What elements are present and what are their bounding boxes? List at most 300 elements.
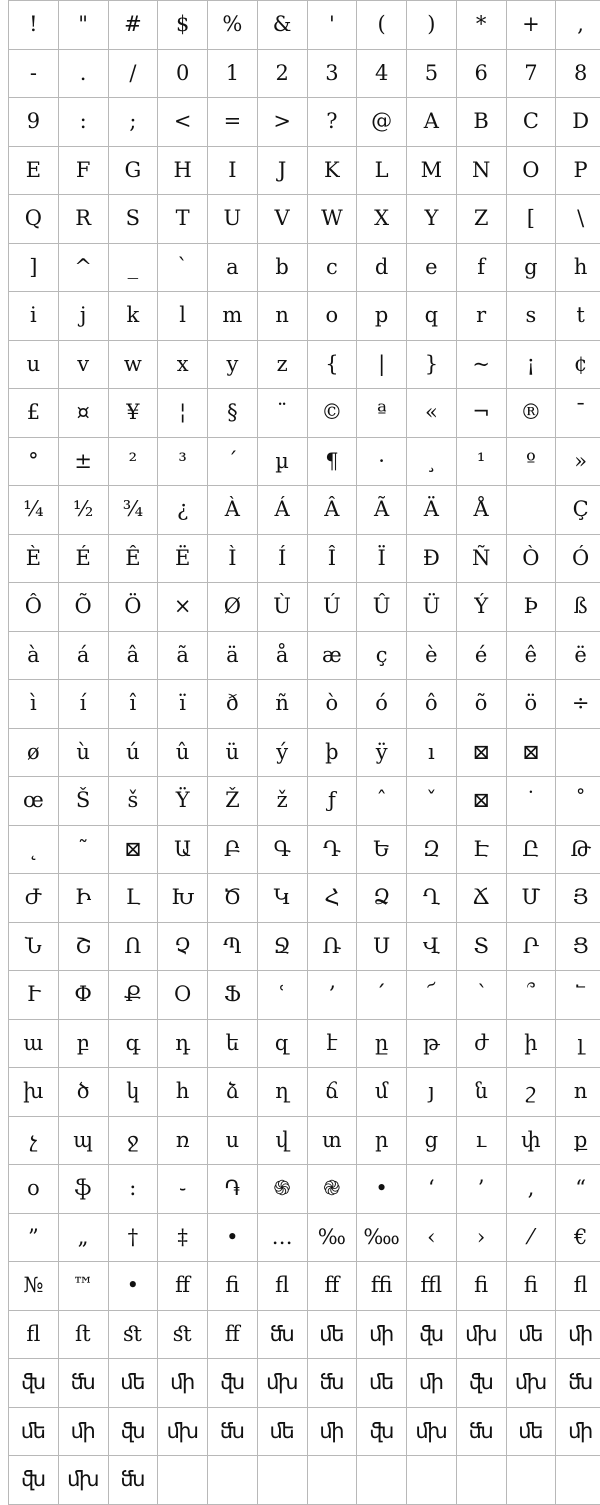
glyph-cell: ß	[556, 583, 600, 632]
glyph-row	[9, 146, 600, 195]
glyph-cell: ս	[208, 1116, 258, 1165]
glyph-cell: É	[58, 534, 108, 583]
glyph-cell: ã	[158, 631, 208, 680]
glyph-cell: ﬔ	[307, 1310, 357, 1359]
glyph-cell: ﬕ	[556, 1407, 600, 1456]
glyph-cell: u	[9, 340, 59, 389]
glyph-cell: ;	[108, 98, 158, 147]
glyph-cell: h	[556, 243, 600, 292]
glyph-cell: ﬀ	[208, 1310, 258, 1359]
glyph-cell: ﬔ	[108, 1359, 158, 1408]
glyph-cell: Ց	[556, 922, 600, 971]
glyph-row	[9, 486, 600, 535]
glyph-cell: 9	[9, 98, 59, 147]
glyph-cell: Գ	[257, 825, 307, 874]
glyph-cell: Ú	[307, 583, 357, 632]
glyph-cell: €	[556, 1213, 600, 1262]
glyph-cell: Ձ	[357, 874, 407, 923]
glyph-cell: ﬔ	[9, 1407, 59, 1456]
glyph-cell: ×	[158, 583, 208, 632]
glyph-cell: ˇ	[407, 777, 457, 826]
glyph-cell: c	[307, 243, 357, 292]
glyph-cell: ô	[407, 680, 457, 729]
glyph-cell: ﬖ	[407, 1310, 457, 1359]
glyph-cell: Բ	[208, 825, 258, 874]
glyph-cell: ﬖ	[108, 1407, 158, 1456]
glyph-cell: ﬓ	[108, 1456, 158, 1505]
glyph-cell: B	[456, 98, 506, 147]
glyph-cell: X	[357, 195, 407, 244]
glyph-row	[9, 1116, 600, 1165]
glyph-cell: ֆ	[58, 1165, 108, 1214]
glyph-cell: ‘	[407, 1165, 457, 1214]
glyph-cell: ï	[158, 680, 208, 729]
glyph-cell: շ	[506, 1068, 556, 1117]
glyph-cell: ⊠	[108, 825, 158, 874]
glyph-cell: Ջ	[257, 922, 307, 971]
glyph-cell: y	[208, 340, 258, 389]
glyph-cell: ﬆ	[108, 1310, 158, 1359]
glyph-cell: ¯	[556, 389, 600, 438]
glyph-cell: G	[108, 146, 158, 195]
glyph-cell: ﬕ	[158, 1359, 208, 1408]
glyph-cell: ¬	[456, 389, 506, 438]
glyph-cell: §	[208, 389, 258, 438]
glyph-cell: û	[158, 728, 208, 777]
glyph-cell: ?	[307, 98, 357, 147]
glyph-cell	[506, 1456, 556, 1505]
glyph-cell: ¡	[506, 340, 556, 389]
glyph-cell: ¦	[158, 389, 208, 438]
glyph-cell: ò	[307, 680, 357, 729]
glyph-cell: ﬃ	[357, 1262, 407, 1311]
glyph-row	[9, 243, 600, 292]
glyph-cell: Ր	[506, 922, 556, 971]
glyph-cell: ¼	[9, 486, 59, 535]
glyph-cell: _	[108, 243, 158, 292]
glyph-row	[9, 680, 600, 729]
glyph-row	[9, 49, 600, 98]
glyph-cell: Խ	[158, 874, 208, 923]
glyph-cell: Ք	[108, 971, 158, 1020]
glyph-cell: ﬖ	[9, 1456, 59, 1505]
glyph-cell: S	[108, 195, 158, 244]
glyph-cell: ﬗ	[257, 1359, 307, 1408]
glyph-cell: í	[58, 680, 108, 729]
glyph-cell: »	[556, 437, 600, 486]
glyph-cell: Á	[257, 486, 307, 535]
glyph-cell: ﬔ	[257, 1407, 307, 1456]
glyph-cell: Փ	[58, 971, 108, 1020]
glyph-cell: Տ	[456, 922, 506, 971]
glyph-cell: `	[158, 243, 208, 292]
glyph-cell: թ	[407, 1019, 457, 1068]
glyph-cell: ¾	[108, 486, 158, 535]
glyph-cell: ﬄ	[407, 1262, 457, 1311]
glyph-cell: å	[257, 631, 307, 680]
glyph-cell: փ	[506, 1116, 556, 1165]
glyph-cell: զ	[257, 1019, 307, 1068]
glyph-cell: a	[208, 243, 258, 292]
glyph-cell: ﬁ	[456, 1262, 506, 1311]
glyph-cell: 3	[307, 49, 357, 98]
glyph-cell: á	[58, 631, 108, 680]
glyph-row	[9, 583, 600, 632]
glyph-cell: մ	[357, 1068, 407, 1117]
glyph-cell: r	[456, 292, 506, 341]
glyph-cell: "	[58, 1, 108, 50]
glyph-cell: ի	[506, 1019, 556, 1068]
glyph-row	[9, 534, 600, 583]
glyph-cell	[456, 1456, 506, 1505]
glyph-cell: Ù	[257, 583, 307, 632]
glyph-cell: l	[158, 292, 208, 341]
glyph-cell: ø	[9, 728, 59, 777]
glyph-cell: ¹	[456, 437, 506, 486]
glyph-cell: ¥	[108, 389, 158, 438]
glyph-cell: z	[257, 340, 307, 389]
glyph-cell: ´	[208, 437, 258, 486]
glyph-cell: i	[9, 292, 59, 341]
glyph-cell: 7	[506, 49, 556, 98]
glyph-cell: Û	[357, 583, 407, 632]
glyph-cell: Ë	[158, 534, 208, 583]
glyph-cell: ¸	[407, 437, 457, 486]
glyph-cell: ª	[357, 389, 407, 438]
glyph-cell: ո	[556, 1068, 600, 1117]
glyph-cell: 4	[357, 49, 407, 98]
glyph-cell: խ	[9, 1068, 59, 1117]
glyph-cell: æ	[307, 631, 357, 680]
glyph-cell: Ã	[357, 486, 407, 535]
glyph-cell: v	[58, 340, 108, 389]
glyph-cell: Ի	[58, 874, 108, 923]
glyph-cell: ﬗ	[456, 1310, 506, 1359]
glyph-cell: ž	[257, 777, 307, 826]
glyph-cell: Է	[456, 825, 506, 874]
glyph-cell: \	[556, 195, 600, 244]
glyph-cell: {	[307, 340, 357, 389]
grid-body	[9, 1, 600, 1505]
glyph-cell: ˚	[556, 777, 600, 826]
glyph-row	[9, 437, 600, 486]
glyph-row	[9, 1068, 600, 1117]
glyph-cell: ՛	[357, 971, 407, 1020]
glyph-cell: Ï	[357, 534, 407, 583]
glyph-cell: Õ	[58, 583, 108, 632]
glyph-cell: k	[108, 292, 158, 341]
glyph-cell: ՜	[407, 971, 457, 1020]
glyph-cell: Ñ	[456, 534, 506, 583]
glyph-cell: ﬖ	[357, 1407, 407, 1456]
glyph-cell: ﬕ	[556, 1310, 600, 1359]
glyph-cell: ﬂ	[556, 1262, 600, 1311]
glyph-cell: þ	[307, 728, 357, 777]
glyph-cell: /	[108, 49, 158, 98]
glyph-cell	[257, 1456, 307, 1505]
glyph-cell: №	[9, 1262, 59, 1311]
glyph-cell: V	[257, 195, 307, 244]
glyph-row	[9, 631, 600, 680]
glyph-cell: ւ	[456, 1116, 506, 1165]
glyph-cell: &	[257, 1, 307, 50]
glyph-cell: q	[407, 292, 457, 341]
glyph-cell: ⊠	[506, 728, 556, 777]
glyph-row	[9, 1310, 600, 1359]
glyph-cell: Ե	[357, 825, 407, 874]
glyph-cell: @	[357, 98, 407, 147]
glyph-cell: ™	[58, 1262, 108, 1311]
glyph-row	[9, 1, 600, 50]
glyph-cell: ä	[208, 631, 258, 680]
glyph-cell: Ռ	[307, 922, 357, 971]
glyph-cell: ﬓ	[456, 1407, 506, 1456]
glyph-cell: Պ	[208, 922, 258, 971]
glyph-cell: ﬂ	[9, 1310, 59, 1359]
glyph-row	[9, 1213, 600, 1262]
glyph-cell: ։	[108, 1165, 158, 1214]
glyph-cell: Þ	[506, 583, 556, 632]
glyph-cell: A	[407, 98, 457, 147]
glyph-cell: )	[407, 1, 457, 50]
glyph-cell: Ó	[556, 534, 600, 583]
glyph-cell: Ý	[456, 583, 506, 632]
glyph-row	[9, 874, 600, 923]
glyph-cell: Օ	[158, 971, 208, 1020]
glyph-cell: ›	[456, 1213, 506, 1262]
glyph-cell: õ	[456, 680, 506, 729]
glyph-cell: ﬁ	[208, 1262, 258, 1311]
glyph-cell: Վ	[407, 922, 457, 971]
glyph-cell: ﬗ	[506, 1359, 556, 1408]
glyph-cell: x	[158, 340, 208, 389]
glyph-cell: Ֆ	[208, 971, 258, 1020]
glyph-cell: ճ	[307, 1068, 357, 1117]
glyph-cell: ռ	[158, 1116, 208, 1165]
glyph-cell: °	[9, 437, 59, 486]
glyph-cell: ﬓ	[257, 1310, 307, 1359]
glyph-cell: f	[456, 243, 506, 292]
glyph-row	[9, 1359, 600, 1408]
glyph-cell: օ	[9, 1165, 59, 1214]
glyph-cell: s	[506, 292, 556, 341]
glyph-cell: ^	[58, 243, 108, 292]
glyph-cell: ó	[357, 680, 407, 729]
glyph-cell	[357, 1456, 407, 1505]
glyph-cell: ˙	[506, 777, 556, 826]
glyph-cell: ﬖ	[208, 1359, 258, 1408]
glyph-cell: տ	[307, 1116, 357, 1165]
glyph-cell: ղ	[257, 1068, 307, 1117]
glyph-cell: Թ	[556, 825, 600, 874]
glyph-cell: Ü	[407, 583, 457, 632]
glyph-cell: H	[158, 146, 208, 195]
glyph-cell: m	[208, 292, 258, 341]
glyph-cell: ˆ	[357, 777, 407, 826]
glyph-cell: ֊	[158, 1165, 208, 1214]
glyph-cell: ]	[9, 243, 59, 292]
glyph-cell: Å	[456, 486, 506, 535]
glyph-cell: ֎	[307, 1165, 357, 1214]
glyph-cell: <	[158, 98, 208, 147]
glyph-cell: ®	[506, 389, 556, 438]
glyph-cell: ﬖ	[9, 1359, 59, 1408]
glyph-cell: W	[307, 195, 357, 244]
glyph-cell	[556, 728, 600, 777]
glyph-cell: բ	[58, 1019, 108, 1068]
glyph-cell: դ	[158, 1019, 208, 1068]
glyph-cell: “	[556, 1165, 600, 1214]
glyph-cell: #	[108, 1, 158, 50]
glyph-cell: պ	[58, 1116, 108, 1165]
glyph-cell: À	[208, 486, 258, 535]
glyph-cell: J	[257, 146, 307, 195]
glyph-cell: 2	[257, 49, 307, 98]
glyph-cell: ‰	[307, 1213, 357, 1262]
glyph-cell: †	[108, 1213, 158, 1262]
glyph-cell: D	[556, 98, 600, 147]
glyph-cell: ﬁ	[506, 1262, 556, 1311]
glyph-cell	[407, 1456, 457, 1505]
glyph-cell: Ժ	[9, 874, 59, 923]
glyph-cell: U	[208, 195, 258, 244]
glyph-cell	[307, 1456, 357, 1505]
glyph-cell: L	[357, 146, 407, 195]
glyph-cell: ú	[108, 728, 158, 777]
glyph-cell	[556, 1456, 600, 1505]
glyph-cell: ﬓ	[58, 1359, 108, 1408]
glyph-cell: ﬔ	[506, 1310, 556, 1359]
glyph-cell: ,	[556, 1, 600, 50]
glyph-cell: Z	[456, 195, 506, 244]
glyph-cell: •	[108, 1262, 158, 1311]
glyph-cell: R	[58, 195, 108, 244]
glyph-cell: •	[357, 1165, 407, 1214]
glyph-cell: ե	[208, 1019, 258, 1068]
glyph-cell: ﬓ	[307, 1359, 357, 1408]
glyph-cell: ¢	[556, 340, 600, 389]
glyph-cell: µ	[257, 437, 307, 486]
glyph-cell: :	[58, 98, 108, 147]
glyph-cell: ë	[556, 631, 600, 680]
glyph-cell: ¿	[158, 486, 208, 535]
glyph-cell: Ä	[407, 486, 457, 535]
glyph-cell: ÷	[556, 680, 600, 729]
glyph-cell: Q	[9, 195, 59, 244]
glyph-cell: «	[407, 389, 457, 438]
glyph-cell: M	[407, 146, 457, 195]
glyph-cell: T	[158, 195, 208, 244]
glyph-cell: 1	[208, 49, 258, 98]
glyph-cell: գ	[108, 1019, 158, 1068]
glyph-cell: è	[407, 631, 457, 680]
glyph-cell: ý	[257, 728, 307, 777]
glyph-cell: Y	[407, 195, 457, 244]
glyph-cell: È	[9, 534, 59, 583]
glyph-cell: Ա	[158, 825, 208, 874]
glyph-cell: ‱	[357, 1213, 407, 1262]
glyph-cell: ñ	[257, 680, 307, 729]
glyph-cell: Ø	[208, 583, 258, 632]
glyph-cell: ﬀ	[158, 1262, 208, 1311]
glyph-cell: .	[58, 49, 108, 98]
glyph-row	[9, 971, 600, 1020]
glyph-row	[9, 728, 600, 777]
glyph-cell: ½	[58, 486, 108, 535]
glyph-cell: e	[407, 243, 457, 292]
glyph-cell: …	[257, 1213, 307, 1262]
glyph-row	[9, 1165, 600, 1214]
glyph-cell: Դ	[307, 825, 357, 874]
glyph-cell: Մ	[506, 874, 556, 923]
glyph-row	[9, 98, 600, 147]
glyph-cell: ﬗ	[58, 1456, 108, 1505]
glyph-cell: à	[9, 631, 59, 680]
glyph-cell: !	[9, 1, 59, 50]
glyph-cell: ù	[58, 728, 108, 777]
glyph-cell: ì	[9, 680, 59, 729]
glyph-cell: ﬓ	[208, 1407, 258, 1456]
glyph-cell: ﬅ	[58, 1310, 108, 1359]
glyph-cell: î	[108, 680, 158, 729]
glyph-cell: Ւ	[9, 971, 59, 1020]
glyph-cell: [	[506, 195, 556, 244]
glyph-cell: Ÿ	[158, 777, 208, 826]
glyph-cell: ﬕ	[407, 1359, 457, 1408]
glyph-cell: ⊠	[456, 728, 506, 777]
glyph-cell: Ž	[208, 777, 258, 826]
glyph-cell: Չ	[158, 922, 208, 971]
glyph-cell: Ö	[108, 583, 158, 632]
glyph-cell: ք	[556, 1116, 600, 1165]
glyph-cell: ~	[456, 340, 506, 389]
glyph-cell: յ	[407, 1068, 457, 1117]
glyph-cell: լ	[556, 1019, 600, 1068]
glyph-cell: ü	[208, 728, 258, 777]
glyph-cell: Ը	[506, 825, 556, 874]
glyph-cell: o	[307, 292, 357, 341]
glyph-cell: â	[108, 631, 158, 680]
glyph-cell: ¶	[307, 437, 357, 486]
glyph-cell: ‡	[158, 1213, 208, 1262]
glyph-cell: (	[357, 1, 407, 50]
glyph-cell: Շ	[58, 922, 108, 971]
glyph-cell: Î	[307, 534, 357, 583]
glyph-cell: ﬕ	[307, 1407, 357, 1456]
glyph-cell: ﬓ	[556, 1359, 600, 1408]
glyph-cell: Լ	[108, 874, 158, 923]
glyph-row	[9, 922, 600, 971]
glyph-cell: ˜	[58, 825, 108, 874]
glyph-cell: ձ	[208, 1068, 258, 1117]
glyph-cell: ﬖ	[456, 1359, 506, 1408]
glyph-cell: ¤	[58, 389, 108, 438]
glyph-cell: ⁄	[506, 1213, 556, 1262]
glyph-cell: K	[307, 146, 357, 195]
glyph-row	[9, 825, 600, 874]
glyph-row	[9, 389, 600, 438]
glyph-cell: t	[556, 292, 600, 341]
glyph-cell: Կ	[257, 874, 307, 923]
glyph-cell: ’	[456, 1165, 506, 1214]
glyph-cell: Ս	[357, 922, 407, 971]
glyph-cell: Ì	[208, 534, 258, 583]
glyph-cell: Ն	[9, 922, 59, 971]
glyph-row	[9, 195, 600, 244]
glyph-cell: º	[506, 437, 556, 486]
glyph-cell: Ո	[108, 922, 158, 971]
glyph-cell: ¨	[257, 389, 307, 438]
